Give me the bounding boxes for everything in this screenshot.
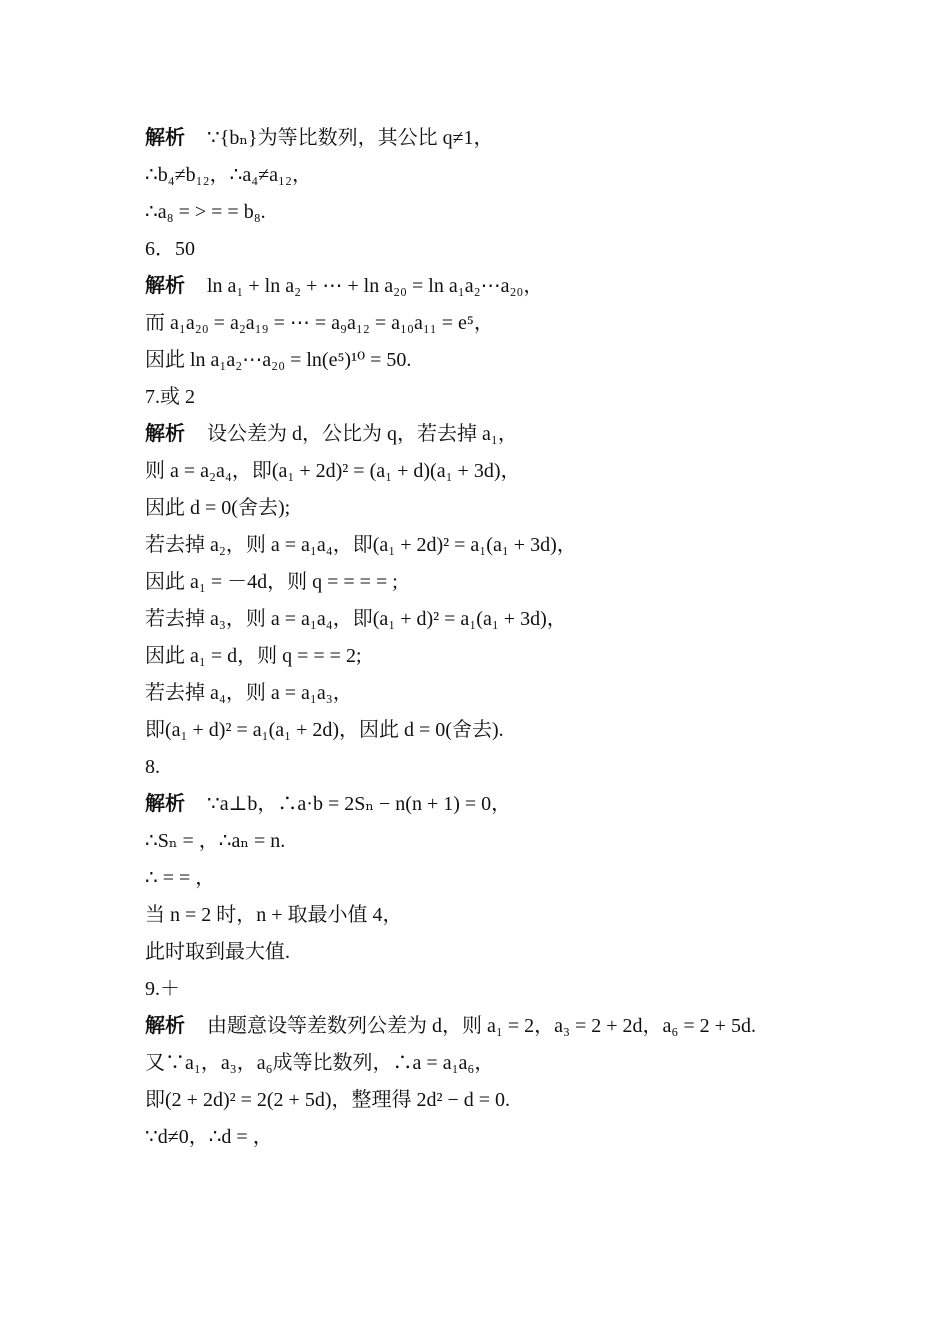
text-line: 因此 ln a₁a₂⋯a₂₀ = ln(e⁵)¹⁰ = 50. xyxy=(145,349,412,371)
solution-text: ∵a⊥b，∴a·b = 2Sₙ − n(n + 1) = 0， xyxy=(207,793,512,815)
solution-label: 解析 xyxy=(145,423,185,445)
text-line: 此时取到最大值. xyxy=(145,941,290,963)
solution-text: 设公差为 d，公比为 q，若去掉 a₁， xyxy=(207,423,518,445)
text-line: 即(a₁ + d)² = a₁(a₁ + 2d)，因此 d = 0(舍去). xyxy=(145,719,504,741)
text-line: 若去掉 a₄，则 a = a₁a₃， xyxy=(145,682,353,704)
text-line: 因此 a₁ = －4d，则 q = = = = ; xyxy=(145,571,398,593)
text-line: ∵d≠0，∴d = ， xyxy=(145,1126,273,1148)
solution-text: ∵{bₙ}为等比数列，其公比 q≠1， xyxy=(207,127,494,149)
solution-content xyxy=(145,120,825,1156)
text-line: ∴b₄≠b₁₂，∴a₄≠a₁₂， xyxy=(145,164,312,186)
text-line: 而 a₁a₂₀ = a₂a₁₉ = ⋯ = a₉a₁₂ = a₁₀a₁₁ = e⁵， xyxy=(145,312,494,334)
text-line: 即(2 + 2d)² = 2(2 + 5d)，整理得 2d² − d = 0. xyxy=(145,1089,511,1111)
text-line: 若去掉 a₂，则 a = a₁a₄，即(a₁ + 2d)² = a₁(a₁ + 3d)， xyxy=(145,534,577,556)
text-line: 当 n = 2 时，n + 取最小值 4， xyxy=(145,904,403,926)
text-line: ∴Sₙ = ，∴aₙ = n. xyxy=(145,830,286,852)
solution-label: 解析 xyxy=(145,127,185,149)
solution-line xyxy=(145,1008,825,1045)
solution-line xyxy=(145,416,825,453)
problem-answer-line: 7.或 2 xyxy=(145,386,195,408)
text-line: ∴ = = ， xyxy=(145,867,216,889)
solution-text: 由题意设等差数列公差为 d，则 a₁ = 2，a₃ = 2 + 2d，a₆ = 2 + 5d. xyxy=(207,1015,756,1037)
solution-label: 解析 xyxy=(145,793,185,815)
problem-answer-line: 8. xyxy=(145,756,160,778)
text-line: 若去掉 a₃，则 a = a₁a₄，即(a₁ + d)² = a₁(a₁ + 3d)， xyxy=(145,608,567,630)
text-line: 则 a = a₂a₄，即(a₁ + 2d)² = (a₁ + d)(a₁ + 3d)， xyxy=(145,460,521,482)
problem-answer-line: 9.＋ xyxy=(145,978,180,1000)
solution-line xyxy=(145,268,825,305)
text-line: 因此 a₁ = d，则 q = = = 2; xyxy=(145,645,362,667)
solution-line xyxy=(145,120,825,157)
solution-label: 解析 xyxy=(145,275,185,297)
solution-text: ln a₁ + ln a₂ + ⋯ + ln a₂₀ = ln a₁a₂⋯a₂₀， xyxy=(207,275,544,297)
problem-answer-line: 6．50 xyxy=(145,238,195,260)
solution-label: 解析 xyxy=(145,1015,185,1037)
text-line: 又∵a₁，a₃，a₆成等比数列，∴a = a₁a₆， xyxy=(145,1052,495,1074)
text-line: ∴a₈ = > = = b₈. xyxy=(145,201,266,223)
text-line: 因此 d = 0(舍去); xyxy=(145,497,291,519)
solution-line xyxy=(145,786,825,823)
